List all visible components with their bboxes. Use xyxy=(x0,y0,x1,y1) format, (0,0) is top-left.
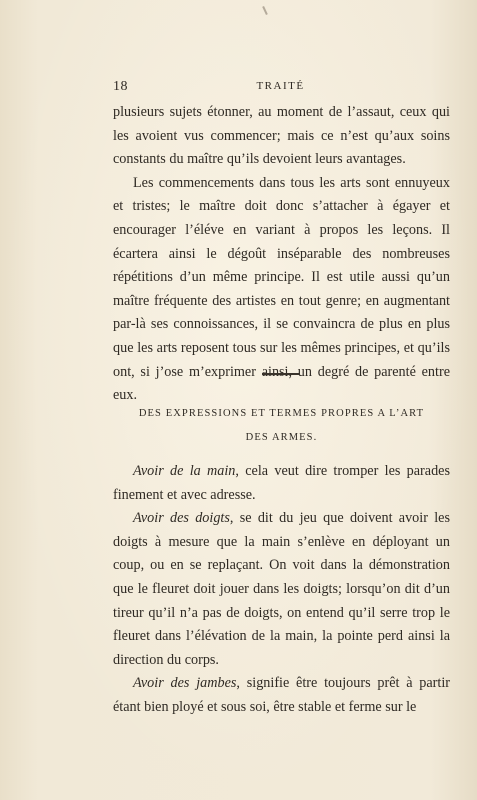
glossary-term: Avoir de la main xyxy=(133,463,236,479)
glossary-term: Avoir des doigts xyxy=(133,510,230,527)
section-divider xyxy=(262,373,300,375)
glossary-definition: , signifie être toujours prêt à partir étant bien ployé et sous soi, être stable et ferme sur le xyxy=(113,675,451,715)
section-heading xyxy=(113,402,450,450)
page-header xyxy=(113,79,448,95)
section-heading-line: DES ARMES. xyxy=(245,432,318,443)
glossary-entry xyxy=(113,507,450,672)
glossary-term: Avoir des jambes xyxy=(133,675,237,692)
glossary-definition: , cela veut dire tromper les parades finement et avec adresse. xyxy=(113,463,450,503)
glossary-definition: , se dit du jeu que doivent avoir les doigts à mesure que la main s’enlève en déployant un coup, ou en se replaçant. On voit dans la démonstration que le fleuret doit jouer dans les doigts; lorsqu’on dit d’un tireur qu’il n’a pas de doigts, on entend qu’il serre trop le fleuret dans l’élévation de la main, la pointe perd ainsi la direction du corps. xyxy=(113,510,450,668)
body-text-top xyxy=(113,101,450,408)
paper-mark xyxy=(262,6,268,15)
running-head: TRAITÉ xyxy=(256,80,305,92)
glossary-entry xyxy=(113,672,450,719)
paragraph: Les commencements dans tous les arts sont ennuyeux et tristes; le maître doit donc s’attacher à égayer et encourager l’éléve en variant à propos les leçons. Il écartera ainsi le dégoût inséparable des nombreuses répétitions d’un même principe. Il est utile aussi qu’un maître fréquente des artistes en tout genre; en augmentant par-là ses connoissances, il se convaincra de plus en plus que les arts reposent tous sur les mêmes principes, et qu’ils ont, si j’ose m’exprimer ainsi, un degré de parenté entre eux. xyxy=(113,174,450,404)
page-number: 18 xyxy=(113,79,128,94)
section-heading-line: DES EXPRESSIONS ET TERMES PROPRES A L’ART xyxy=(138,408,425,419)
glossary-entries xyxy=(113,460,450,720)
glossary-entry xyxy=(113,460,450,507)
paragraph-continuation: plusieurs sujets étonner, au moment de l’assaut, ceux qui les avoient vus commencer; mais ce n’est qu’aux soins constants du maître qu’ils devoient leurs avantages. xyxy=(113,104,450,168)
